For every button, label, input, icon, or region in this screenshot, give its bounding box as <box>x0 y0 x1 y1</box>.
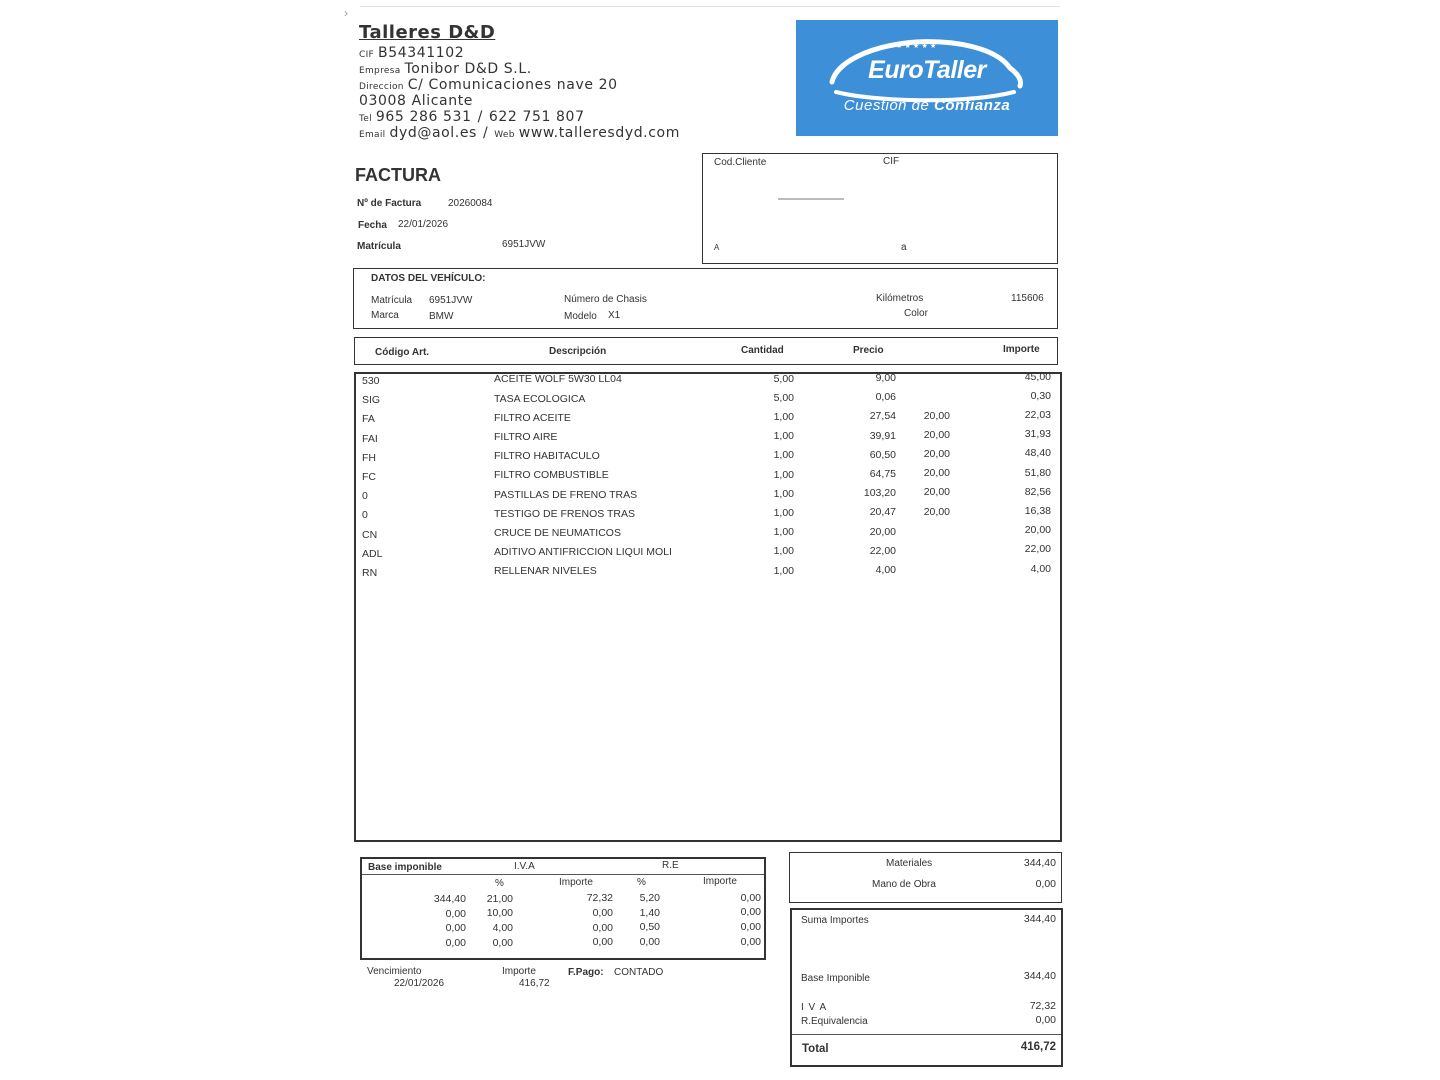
payment-amount-label: Importe <box>502 966 536 977</box>
item-qty: 1,00 <box>773 526 794 539</box>
item-amount: 22,00 <box>1024 543 1051 556</box>
item-price: 64,75 <box>869 467 896 480</box>
item-qty: 1,00 <box>773 430 794 443</box>
tax-iva-pct: 4,00 <box>492 921 513 934</box>
item-qty: 1,00 <box>773 507 794 519</box>
vehicle-model-label: Modelo <box>564 311 597 322</box>
item-description: RELLENAR NIVELES <box>494 565 597 578</box>
item-discount: 20,00 <box>923 448 950 460</box>
item-amount: 82,56 <box>1024 485 1051 498</box>
scan-edge-line <box>360 6 1060 7</box>
vehicle-km-label: Kilómetros <box>876 293 924 304</box>
materials-label: Materiales <box>886 858 933 869</box>
client-cif-label: CIF <box>883 156 900 167</box>
item-discount: 20,00 <box>923 409 950 422</box>
item-price: 22,00 <box>869 544 896 557</box>
item-price: 39,91 <box>869 429 896 442</box>
total-value: 416,72 <box>1020 1041 1056 1053</box>
tax-base-header: Base imponible <box>368 862 442 873</box>
item-price: 27,54 <box>869 410 896 423</box>
col-code-header: Código Art. <box>375 347 430 358</box>
re-value: 0,00 <box>1035 1014 1056 1026</box>
vehicle-model: X1 <box>608 310 621 321</box>
item-discount: 20,00 <box>923 505 950 518</box>
item-qty: 1,00 <box>773 411 794 423</box>
item-code: FA <box>362 413 375 426</box>
web-label: Web <box>494 130 515 140</box>
tax-iva-amt: 72,32 <box>586 892 613 905</box>
item-description: CRUCE DE NEUMATICOS <box>494 526 621 539</box>
tax-re-pct-header: % <box>637 877 646 888</box>
client-code-label: Cod.Cliente <box>714 157 767 168</box>
tax-base: 0,00 <box>445 936 466 949</box>
logo-tagline-bold: Confianza <box>934 97 1011 114</box>
email-link[interactable]: dyd@aol.es <box>389 125 477 141</box>
item-description: TESTIGO DE FRENOS TRAS <box>494 507 635 520</box>
labor-label: Mano de Obra <box>872 879 936 890</box>
client-line-a: A <box>714 243 720 252</box>
item-description: PASTILLAS DE FRENO TRAS <box>494 488 638 501</box>
col-amount-header: Importe <box>1003 344 1040 355</box>
client-line-b: a <box>901 242 907 253</box>
cif-value: B54341102 <box>378 45 465 61</box>
totals-separator <box>792 1034 1061 1035</box>
vehicle-header: DATOS DEL VEHÍCULO: <box>371 273 486 284</box>
tel-value: 965 286 531 <box>375 109 472 125</box>
item-qty: 1,00 <box>773 468 794 481</box>
vehicle-km: 115606 <box>1011 293 1044 304</box>
company-cif <box>359 45 464 61</box>
tax-iva-amt-header: Importe <box>559 877 593 888</box>
tax-re-pct: 1,40 <box>639 906 660 919</box>
company-empresa <box>359 61 532 77</box>
item-discount: 20,00 <box>923 486 950 499</box>
tax-re-pct: 0,50 <box>639 921 660 934</box>
item-price: 60,50 <box>869 448 896 461</box>
item-code: 530 <box>362 375 380 387</box>
tax-re-amt: 0,00 <box>740 921 761 933</box>
sum-label: Suma Importes <box>801 915 869 926</box>
tax-re-pct: 5,20 <box>639 892 660 905</box>
item-price: 20,00 <box>869 525 896 538</box>
tax-re-amt: 0,00 <box>740 906 761 919</box>
re-label: R.Equivalencia <box>801 1016 868 1027</box>
base-value: 344,40 <box>1023 970 1056 982</box>
tax-base: 344,40 <box>433 893 466 905</box>
tax-iva-header: I.V.A <box>514 861 535 872</box>
tax-re-pct: 0,00 <box>639 935 660 948</box>
items-body <box>354 372 1062 842</box>
item-price: 4,00 <box>875 563 896 576</box>
item-qty: 1,00 <box>773 545 794 558</box>
eurotaller-logo <box>796 20 1058 136</box>
materials-value: 344,40 <box>1023 857 1056 869</box>
item-discount: 20,00 <box>923 467 950 480</box>
logo-brand: EuroTaller <box>868 56 986 84</box>
due-date: 22/01/2026 <box>394 978 445 989</box>
company-tel: Tel 965 286 531 / 622 751 807 <box>359 109 585 125</box>
item-price: 103,20 <box>863 487 896 500</box>
item-description: ACEITE WOLF 5W30 LL04 <box>494 373 622 386</box>
tax-iva-amt: 0,00 <box>592 907 613 919</box>
item-code: CN <box>362 528 378 541</box>
email-label: Email <box>359 130 386 140</box>
item-description: ADITIVO ANTIFRICCION LIQUI MOLI <box>494 546 672 559</box>
vehicle-plate: 6951JVW <box>429 295 473 306</box>
item-description: TASA ECOLOGICA <box>494 392 586 405</box>
item-code: FH <box>362 451 376 464</box>
tax-re-header: R.E <box>662 860 679 871</box>
item-amount: 20,00 <box>1024 524 1051 537</box>
invoice-title: FACTURA <box>355 165 441 185</box>
item-price: 0,06 <box>875 391 896 404</box>
empresa-value: Tonibor D&D S.L. <box>404 61 532 77</box>
item-price: 20,47 <box>869 506 896 519</box>
company-direccion <box>359 77 618 93</box>
tax-base: 0,00 <box>445 907 466 920</box>
svg-text:★ ★ ★ ★ ★: ★ ★ ★ ★ ★ <box>896 42 937 50</box>
tax-box-header-line <box>362 874 764 875</box>
tax-iva-pct: 0,00 <box>492 936 513 949</box>
empresa-label: Empresa <box>359 66 401 76</box>
invoice-number-label: Nº de Factura <box>357 198 422 209</box>
item-discount: 20,00 <box>923 428 950 441</box>
items-header <box>354 337 1058 365</box>
item-amount: 0,30 <box>1030 389 1051 402</box>
tel-label: Tel <box>359 114 372 124</box>
iva-value: 72,32 <box>1029 1000 1056 1012</box>
item-code: RN <box>362 567 378 579</box>
item-amount: 4,00 <box>1030 562 1051 575</box>
item-amount: 45,00 <box>1024 370 1051 383</box>
vehicle-color-label: Color <box>904 308 928 319</box>
tax-iva-amt: 0,00 <box>592 936 613 949</box>
item-amount: 51,80 <box>1024 466 1051 479</box>
direccion-value: C/ Comunicaciones nave 20 <box>407 77 618 93</box>
item-amount: 31,93 <box>1024 428 1051 441</box>
base-label: Base Imponible <box>801 973 870 984</box>
payment-amount: 416,72 <box>519 978 550 989</box>
item-code: FC <box>362 471 376 483</box>
item-code: FAI <box>362 432 378 445</box>
labor-value: 0,00 <box>1035 878 1056 890</box>
tax-re-amt: 0,00 <box>740 935 761 948</box>
item-code: 0 <box>362 509 368 522</box>
invoice-plate-label: Matrícula <box>357 241 401 252</box>
scan-mark: › <box>344 6 348 20</box>
item-description: FILTRO ACEITE <box>494 411 571 424</box>
company-city: 03008 Alicante <box>359 93 473 109</box>
web-link[interactable]: www.talleresdyd.com <box>518 125 680 141</box>
due-label: Vencimiento <box>367 966 422 977</box>
item-code: ADL <box>362 547 383 560</box>
logo-tagline-pre: Cuestión de <box>843 97 930 114</box>
payment-method-label: F.Pago: <box>568 967 604 978</box>
direccion-label: Direccion <box>359 82 404 92</box>
invoice-plate: 6951JVW <box>502 239 546 250</box>
item-description: FILTRO COMBUSTIBLE <box>494 469 609 482</box>
tax-iva-pct: 21,00 <box>486 892 513 905</box>
item-qty: 5,00 <box>773 372 794 385</box>
item-qty: 5,00 <box>773 391 794 404</box>
item-code: 0 <box>362 490 368 503</box>
item-qty: 1,00 <box>773 449 794 462</box>
total-label: Total <box>802 1043 829 1055</box>
item-amount: 22,03 <box>1024 408 1051 421</box>
item-amount: 16,38 <box>1024 504 1051 517</box>
item-description: FILTRO HABITACULO <box>494 450 600 463</box>
vehicle-brand-label: Marca <box>371 310 399 321</box>
item-code: SIG <box>362 394 381 407</box>
client-box <box>702 153 1058 264</box>
company-email-web: Email dyd@aol.es / Web www.talleresdyd.com <box>359 125 680 141</box>
tax-re-amt: 0,00 <box>740 891 761 904</box>
col-qty-header: Cantidad <box>741 345 784 356</box>
vehicle-brand: BMW <box>429 311 454 322</box>
tax-base: 0,00 <box>445 922 466 935</box>
col-description-header: Descripción <box>549 346 607 357</box>
item-description: FILTRO AIRE <box>494 430 558 443</box>
client-redacted-mark <box>778 198 844 200</box>
invoice-date-label: Fecha <box>358 220 387 231</box>
iva-label: I V A <box>801 1002 828 1013</box>
item-qty: 1,00 <box>773 487 794 500</box>
tax-re-amt-header: Importe <box>703 876 737 887</box>
invoice-date: 22/01/2026 <box>398 219 449 230</box>
vehicle-plate-label: Matrícula <box>371 295 413 306</box>
cif-label: CIF <box>359 50 375 60</box>
logo-tagline <box>796 97 1058 114</box>
item-amount: 48,40 <box>1024 447 1051 460</box>
company-name: Talleres D&D <box>359 22 496 43</box>
tax-iva-amt: 0,00 <box>592 921 613 934</box>
invoice-number: 20260084 <box>448 198 493 209</box>
payment-method: CONTADO <box>614 967 664 978</box>
tax-iva-pct: 10,00 <box>486 907 513 920</box>
sum-value: 344,40 <box>1023 913 1056 925</box>
tel2-value: 622 751 807 <box>488 109 585 125</box>
col-price-header: Precio <box>853 345 884 356</box>
item-price: 9,00 <box>875 371 896 384</box>
tax-iva-pct-header: % <box>495 878 504 889</box>
item-qty: 1,00 <box>773 564 794 577</box>
vehicle-chassis-label: Número de Chasis <box>564 294 647 305</box>
